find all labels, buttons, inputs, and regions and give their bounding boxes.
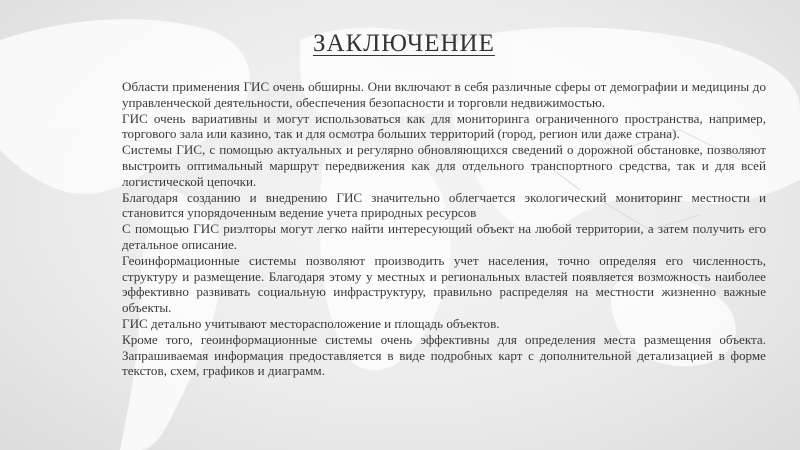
paragraph-4: Благодаря созданию и внедрению ГИС значительно облегчается экологический мониторинг местности и становится упорядоченным ведение учета природных ресурсов <box>122 189 766 221</box>
paragraph-6: Геоинформационные системы позволяют производить учет населения, точно определяя его численность, структуру и размещение. Благодаря этому у местных и региональных властей появляется возможность наиболее эффективно развивать социальную инфраструктуру, правильно распределяя на местности жизненно важные объекты. <box>122 252 766 316</box>
paragraph-8: Кроме того, геоинформационные системы очень эффективны для определения места размещения объекта. Запрашиваемая информация предоставляется в виде подробных карт с дополнительной детализацией в форме текстов, схем, графиков и диаграмм. <box>122 331 766 379</box>
paragraph-7: ГИС детально учитывают месторасположение и площадь объектов. <box>122 315 500 331</box>
slide-title: ЗАКЛЮЧЕНИЕ <box>313 30 495 57</box>
paragraph-1: Области применения ГИС очень обширны. Они включают в себя различные сферы от демографии и медицины до управленческой деятельности, обеспечения безопасности и торговли недвижимостью. <box>122 79 766 110</box>
paragraph-3: Системы ГИС, с помощью актуальных и регулярно обновляющихся сведений о дорожной обстановке, позволяют выстроить оптимальный маршрут передвижения как для отдельного транспортного средства, так и для всей логистической цепочки. <box>122 142 766 189</box>
paragraph-2: ГИС очень вариативны и могут использоваться как для мониторинга ограниченного пространства, например, торгового зала или казино, так и для осмотра больших территорий (город, регион или даже страна). <box>122 110 766 142</box>
paragraph-5: С помощью ГИС риэлторы могут легко найти интересующий объект на любой территории, а затем получить его детальное описание. <box>122 221 766 252</box>
slide-body <box>122 79 766 379</box>
